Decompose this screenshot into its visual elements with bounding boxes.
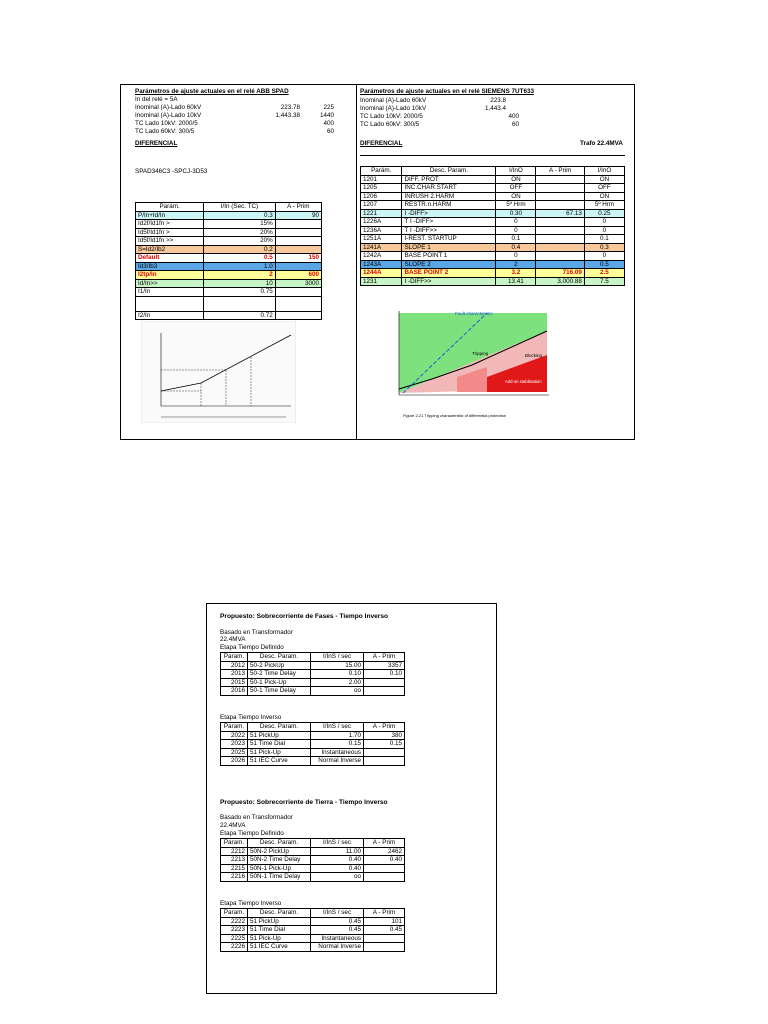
table-cell: 13.41 bbox=[496, 277, 536, 286]
table-cell: I/InS / sec bbox=[311, 839, 364, 848]
table-cell: 0.40 bbox=[311, 864, 364, 873]
siemens-title: Parámetros de ajuste actuales en el relé SIEMENS 7UT633 bbox=[360, 88, 534, 95]
table-cell: I/In (Sec. TC) bbox=[204, 203, 276, 212]
table-cell: 600 bbox=[275, 271, 321, 280]
table-cell: 1201 bbox=[361, 175, 402, 184]
table-row bbox=[221, 748, 405, 757]
table-cell: BASE POINT 1 bbox=[402, 252, 496, 261]
table-cell: T I -DIFF> bbox=[402, 218, 496, 227]
table-cell: 5º Hrm bbox=[496, 201, 536, 210]
table-cell: I/InS / sec bbox=[311, 909, 364, 918]
table-cell: Param. bbox=[221, 653, 248, 662]
table-cell: 0.40 bbox=[364, 856, 405, 865]
table-cell: 2215 bbox=[221, 864, 248, 873]
table-cell bbox=[275, 311, 321, 320]
table-cell: 3,000.88 bbox=[536, 277, 584, 286]
abb-tripping-characteristic-figure bbox=[141, 321, 296, 423]
table-cell bbox=[536, 192, 584, 201]
table-cell: 0.45 bbox=[311, 926, 364, 935]
table-cell: 67.13 bbox=[536, 209, 584, 218]
table-cell bbox=[275, 245, 321, 254]
table-cell: 1.70 bbox=[311, 731, 364, 740]
trafo-rating: Trafo 22.4MVA bbox=[580, 140, 623, 147]
table-cell: 2216 bbox=[221, 873, 248, 882]
figure-caption: Figure 2-21 Tripping characteristic of differential protection bbox=[403, 413, 507, 418]
table-cell: 0 bbox=[584, 226, 624, 235]
table-cell: 1251A bbox=[361, 235, 402, 244]
table-row bbox=[221, 856, 405, 865]
table-cell: Desc. Param. bbox=[248, 839, 311, 848]
table-cell: 1231 bbox=[361, 277, 402, 286]
table-row bbox=[361, 243, 625, 252]
stabilisation-label: Add-on stabilisation bbox=[505, 379, 542, 384]
table-cell: 51 Pick-Up bbox=[248, 748, 311, 757]
table-cell: ON bbox=[496, 192, 536, 201]
table-cell: 1.0 bbox=[204, 262, 276, 271]
table-cell: 2015 bbox=[221, 678, 248, 687]
table-cell: 0 bbox=[496, 252, 536, 261]
table-cell: 2.00 bbox=[311, 678, 364, 687]
table-cell: Desc. Param. bbox=[248, 723, 311, 732]
table-cell: 20% bbox=[204, 237, 276, 246]
table-cell: 1242A bbox=[361, 252, 402, 261]
table-row bbox=[136, 237, 322, 246]
table-row bbox=[221, 731, 405, 740]
table-cell bbox=[275, 228, 321, 237]
table-cell: ON bbox=[584, 175, 624, 184]
rated-value: 225 bbox=[323, 104, 334, 111]
table-cell: 51 Time Dial bbox=[248, 926, 311, 935]
table-cell: 2012 bbox=[221, 661, 248, 670]
rated-label: Inominal (A)-Lado 60kV bbox=[135, 104, 202, 111]
rated-label: Inominal (A)-Lado 10kV bbox=[360, 105, 427, 112]
table-cell: 1241A bbox=[361, 243, 402, 252]
rated-value: 400 bbox=[508, 113, 519, 120]
table-cell: 0.15 bbox=[311, 740, 364, 749]
table-cell bbox=[536, 184, 584, 193]
table-row bbox=[136, 271, 322, 280]
table-cell: 1244A bbox=[361, 269, 402, 278]
table-cell: 0.72 bbox=[204, 311, 276, 320]
table-row bbox=[136, 262, 322, 271]
table-cell: 0.5 bbox=[204, 254, 276, 263]
table-cell: Param. bbox=[221, 909, 248, 918]
table-cell: 0.1 bbox=[496, 235, 536, 244]
table-cell bbox=[136, 296, 204, 311]
table-cell: 0.15 bbox=[364, 740, 405, 749]
table-cell: 716.09 bbox=[536, 269, 584, 278]
table-cell: 51 IEC Curve bbox=[248, 943, 311, 952]
table-cell bbox=[364, 943, 405, 952]
siemens-tripping-characteristic-figure bbox=[367, 307, 557, 425]
table-cell: 0.2 bbox=[204, 245, 276, 254]
table-cell bbox=[275, 296, 321, 311]
table-row bbox=[221, 847, 405, 856]
table-cell: oo bbox=[311, 873, 364, 882]
table-cell: SLOPE 1 bbox=[402, 243, 496, 252]
rated-value: 1,443.4 bbox=[484, 105, 506, 112]
tierra-title: Propuesto: Sobrecorriente de Tierra - Tiempo Inverso bbox=[220, 799, 388, 806]
table-cell: 1221 bbox=[361, 209, 402, 218]
table-cell: 0 bbox=[584, 218, 624, 227]
table-cell bbox=[536, 260, 584, 269]
table-cell: A - Prim bbox=[536, 167, 584, 176]
rated-value: 1,443.38 bbox=[275, 112, 300, 119]
rated-value: 223.8 bbox=[490, 97, 506, 104]
table-cell bbox=[275, 220, 321, 229]
table-cell: Param. bbox=[221, 723, 248, 732]
column-divider bbox=[356, 85, 357, 440]
table-cell: I/InO bbox=[496, 167, 536, 176]
tierra-inverse-time-table bbox=[220, 908, 405, 952]
table-cell: I2/In bbox=[136, 311, 204, 320]
table-cell: INC.CHAR.START bbox=[402, 184, 496, 193]
table-cell: Default bbox=[136, 254, 204, 263]
table-row bbox=[361, 269, 625, 278]
table-cell: 2013 bbox=[221, 670, 248, 679]
rated-label: Inominal (A)-Lado 60kV bbox=[360, 97, 427, 104]
table-row bbox=[221, 678, 405, 687]
table-cell: 150 bbox=[275, 254, 321, 263]
rated-value: 1440 bbox=[319, 112, 334, 119]
table-cell: Desc. Param. bbox=[248, 653, 311, 662]
table-cell: ON bbox=[584, 192, 624, 201]
rated-label: TC Lado 60kV: 300/5 bbox=[135, 128, 195, 135]
table-header-row bbox=[136, 203, 322, 212]
table-cell: 0.4 bbox=[496, 243, 536, 252]
table-row bbox=[361, 218, 625, 227]
table-cell: DIFF. PROT bbox=[402, 175, 496, 184]
fases-basado: Basado en Transformador bbox=[220, 629, 293, 636]
table-cell: 3357 bbox=[364, 661, 405, 670]
table-cell: 0 bbox=[584, 252, 624, 261]
table-cell: Instantaneous bbox=[311, 934, 364, 943]
table-cell: I/InS / sec bbox=[311, 723, 364, 732]
table-row bbox=[221, 934, 405, 943]
table-cell: 2462 bbox=[364, 847, 405, 856]
table-cell bbox=[204, 296, 276, 311]
table-cell: 11.00 bbox=[311, 847, 364, 856]
abb-settings-table bbox=[135, 202, 322, 320]
table-row bbox=[221, 661, 405, 670]
table-row bbox=[221, 740, 405, 749]
siemens-settings-table bbox=[360, 166, 625, 286]
table-row bbox=[136, 311, 322, 320]
table-cell: Param. bbox=[221, 839, 248, 848]
table-cell: INRUSH 2.HARM bbox=[402, 192, 496, 201]
table-cell: 0.30 bbox=[496, 209, 536, 218]
table-cell: 0.40 bbox=[311, 856, 364, 865]
table-cell: I -DIFF> bbox=[402, 209, 496, 218]
table-cell: 51 IEC Curve bbox=[248, 757, 311, 766]
abb-diferencial-heading: DIFERENCIAL bbox=[135, 140, 178, 147]
rated-label: Inominal (A)-Lado 10kV bbox=[135, 112, 202, 119]
table-cell: 2025 bbox=[221, 748, 248, 757]
table-row bbox=[361, 226, 625, 235]
table-cell: 2225 bbox=[221, 934, 248, 943]
table-row bbox=[221, 943, 405, 952]
fases-etapa-definido: Etapa Tiempo Definido bbox=[220, 644, 284, 651]
table-row bbox=[136, 211, 322, 220]
table-row bbox=[361, 175, 625, 184]
tierra-mva: 22.4MVA bbox=[220, 822, 246, 829]
table-cell: ON bbox=[496, 175, 536, 184]
table-cell: 0.45 bbox=[364, 926, 405, 935]
table-cell: 7.5 bbox=[584, 277, 624, 286]
table-cell: Id2f/Id1fn > bbox=[136, 220, 204, 229]
table-cell: RESTR.n.HARM bbox=[402, 201, 496, 210]
table-cell: 0 bbox=[496, 226, 536, 235]
table-cell bbox=[536, 218, 584, 227]
blocking-label: Blocking bbox=[525, 353, 543, 358]
table-cell bbox=[364, 757, 405, 766]
table-cell: Normal Inverse bbox=[311, 943, 364, 952]
table-cell: 101 bbox=[364, 917, 405, 926]
table-header-row bbox=[221, 909, 405, 918]
table-cell: BASE POINT 2 bbox=[402, 269, 496, 278]
tripping-label: Tripping bbox=[472, 351, 489, 356]
table-cell: 5º Hrm bbox=[584, 201, 624, 210]
rated-label: TC Lado 10kV: 2000/5 bbox=[135, 120, 198, 127]
overcurrent-proposal-panel bbox=[206, 603, 497, 994]
table-cell: Parám. bbox=[361, 167, 402, 176]
table-row bbox=[136, 245, 322, 254]
table-cell: 0.25 bbox=[584, 209, 624, 218]
rated-value: 223.78 bbox=[280, 104, 300, 111]
table-cell: 90 bbox=[275, 211, 321, 220]
table-cell: Desc. Param. bbox=[402, 167, 496, 176]
table-cell: 50N-1 Pick-Up bbox=[248, 864, 311, 873]
table-row bbox=[361, 201, 625, 210]
table-cell bbox=[536, 252, 584, 261]
table-row bbox=[221, 873, 405, 882]
table-cell: S=Id2/Ib2 bbox=[136, 245, 204, 254]
table-cell: 3000 bbox=[275, 279, 321, 288]
table-cell: I/InS / sec bbox=[311, 653, 364, 662]
table-row bbox=[361, 192, 625, 201]
table-cell: Parám. bbox=[136, 203, 204, 212]
table-cell bbox=[275, 237, 321, 246]
table-row bbox=[221, 917, 405, 926]
table-cell: 0.75 bbox=[204, 288, 276, 297]
table-row bbox=[361, 235, 625, 244]
table-row bbox=[221, 926, 405, 935]
table-row bbox=[361, 277, 625, 286]
table-cell: I/InO bbox=[584, 167, 624, 176]
table-cell: Id5f/Id1fn >> bbox=[136, 237, 204, 246]
tierra-etapa-definido: Etapa Tiempo Definido bbox=[220, 830, 284, 837]
fases-definite-time-table bbox=[220, 652, 405, 696]
table-cell: A - Prim bbox=[364, 839, 405, 848]
table-cell: 2022 bbox=[221, 731, 248, 740]
table-cell: 2222 bbox=[221, 917, 248, 926]
table-cell: 50-1 Pick-Up bbox=[248, 678, 311, 687]
table-cell: 20% bbox=[204, 228, 276, 237]
tierra-definite-time-table bbox=[220, 838, 405, 882]
fases-etapa-inverso: Etapa Tiempo Inverso bbox=[220, 714, 282, 721]
header-rule bbox=[360, 155, 625, 156]
table-cell: 15.00 bbox=[311, 661, 364, 670]
table-cell: 1205 bbox=[361, 184, 402, 193]
table-cell: 2026 bbox=[221, 757, 248, 766]
table-cell: Normal Inverse bbox=[311, 757, 364, 766]
table-cell: 2 bbox=[204, 271, 276, 280]
table-cell: 50N-2 PickUp bbox=[248, 847, 311, 856]
table-header-row bbox=[221, 653, 405, 662]
table-cell: 2223 bbox=[221, 926, 248, 935]
siemens-diferencial-heading: DIFERENCIAL bbox=[360, 140, 403, 147]
table-cell: I1/In bbox=[136, 288, 204, 297]
table-cell: 51 PickUp bbox=[248, 731, 311, 740]
table-row bbox=[361, 184, 625, 193]
table-cell: 0.45 bbox=[311, 917, 364, 926]
table-cell bbox=[536, 226, 584, 235]
table-cell: Id5f/Id1fn > bbox=[136, 228, 204, 237]
table-cell bbox=[536, 243, 584, 252]
fases-title: Propuesto: Sobrecorriente de Fases - Tiempo Inverso bbox=[220, 613, 389, 620]
table-row bbox=[136, 228, 322, 237]
table-cell bbox=[364, 864, 405, 873]
table-cell bbox=[364, 934, 405, 943]
table-cell: 51 Pick-Up bbox=[248, 934, 311, 943]
table-cell: A - Prim bbox=[364, 653, 405, 662]
table-cell: 3.2 bbox=[496, 269, 536, 278]
table-cell bbox=[536, 201, 584, 210]
fases-mva: 22.4MVA bbox=[220, 636, 246, 643]
differential-settings-panel bbox=[120, 84, 635, 440]
table-row bbox=[361, 209, 625, 218]
rated-label: TC Lado 10kV: 2000/5 bbox=[360, 113, 423, 120]
table-cell: 51 Time Dial bbox=[248, 740, 311, 749]
table-header-row bbox=[361, 167, 625, 176]
table-row bbox=[221, 757, 405, 766]
tierra-etapa-inverso: Etapa Tiempo Inverso bbox=[220, 900, 282, 907]
rated-label: TC Lado 60kV: 300/5 bbox=[360, 121, 420, 128]
table-cell: SLOPE 2 bbox=[402, 260, 496, 269]
table-cell: T I -DIFF>> bbox=[402, 226, 496, 235]
table-cell: I-REST. STARTUP bbox=[402, 235, 496, 244]
table-row bbox=[361, 260, 625, 269]
table-cell bbox=[364, 873, 405, 882]
table-cell: 2 bbox=[496, 260, 536, 269]
table-cell: 0.1 bbox=[584, 235, 624, 244]
table-cell: Instantaneous bbox=[311, 748, 364, 757]
fases-inverse-time-table bbox=[220, 722, 405, 766]
abb-title: Parámetros de ajuste actuales en el relé ABB SPAD bbox=[135, 88, 289, 95]
table-cell: 15% bbox=[204, 220, 276, 229]
table-cell: 0.3 bbox=[584, 243, 624, 252]
table-cell: OFF bbox=[584, 184, 624, 193]
rated-value: 400 bbox=[323, 120, 334, 127]
table-cell: 1226A bbox=[361, 218, 402, 227]
table-cell: 0 bbox=[496, 218, 536, 227]
table-cell: 2023 bbox=[221, 740, 248, 749]
table-cell: 50-2 Time Delay bbox=[248, 670, 311, 679]
table-cell: 1243A bbox=[361, 260, 402, 269]
table-cell: 51 PickUp bbox=[248, 917, 311, 926]
table-cell: P/In+Id/In bbox=[136, 211, 204, 220]
abb-in-relay: In del relé = 5A bbox=[135, 96, 178, 103]
table-cell: 2212 bbox=[221, 847, 248, 856]
table-cell: A - Prim bbox=[275, 203, 321, 212]
table-cell: 50-2 PickUp bbox=[248, 661, 311, 670]
table-cell: 1236A bbox=[361, 226, 402, 235]
table-row bbox=[136, 296, 322, 311]
table-cell: 50N-1 Time Delay bbox=[248, 873, 311, 882]
table-row bbox=[136, 220, 322, 229]
table-cell: 0.3 bbox=[204, 211, 276, 220]
table-cell: 10 bbox=[204, 279, 276, 288]
table-cell bbox=[275, 288, 321, 297]
rated-value: 60 bbox=[326, 128, 334, 135]
table-cell bbox=[364, 748, 405, 757]
table-cell: 50-1 Time Delay bbox=[248, 687, 311, 696]
table-cell bbox=[275, 262, 321, 271]
table-row bbox=[221, 864, 405, 873]
table-cell: I -DIFF>> bbox=[402, 277, 496, 286]
table-cell: 2226 bbox=[221, 943, 248, 952]
table-header-row bbox=[221, 723, 405, 732]
table-cell bbox=[364, 678, 405, 687]
table-cell bbox=[536, 235, 584, 244]
tierra-basado: Basado en Transformador bbox=[220, 814, 293, 821]
table-cell: 2016 bbox=[221, 687, 248, 696]
table-row bbox=[361, 252, 625, 261]
table-cell: oo bbox=[311, 687, 364, 696]
table-cell: Id3/Ib3 bbox=[136, 262, 204, 271]
table-row bbox=[136, 288, 322, 297]
table-cell: I2tp/In bbox=[136, 271, 204, 280]
table-cell: 0.10 bbox=[311, 670, 364, 679]
table-cell: 380 bbox=[364, 731, 405, 740]
fault-characteristic-label: Fault characteristic bbox=[455, 311, 493, 316]
table-row bbox=[221, 670, 405, 679]
table-cell: Desc. Param. bbox=[248, 909, 311, 918]
table-row bbox=[136, 279, 322, 288]
table-cell: 1206 bbox=[361, 192, 402, 201]
table-cell: 50N-2 Time Delay bbox=[248, 856, 311, 865]
table-cell bbox=[364, 687, 405, 696]
table-cell bbox=[536, 175, 584, 184]
table-cell: 1207 bbox=[361, 201, 402, 210]
table-cell: A - Prim bbox=[364, 909, 405, 918]
table-row bbox=[136, 254, 322, 263]
table-cell: 0.5 bbox=[584, 260, 624, 269]
abb-model: SPAD346C3 -SPCJ-3D53 bbox=[135, 168, 208, 175]
table-row bbox=[221, 687, 405, 696]
table-cell: 2213 bbox=[221, 856, 248, 865]
table-cell: 2.5 bbox=[584, 269, 624, 278]
table-header-row bbox=[221, 839, 405, 848]
table-cell: OFF bbox=[496, 184, 536, 193]
table-cell: A - Prim bbox=[364, 723, 405, 732]
table-cell: 0.10 bbox=[364, 670, 405, 679]
table-cell: Id/In>> bbox=[136, 279, 204, 288]
rated-value: 60 bbox=[511, 121, 519, 128]
